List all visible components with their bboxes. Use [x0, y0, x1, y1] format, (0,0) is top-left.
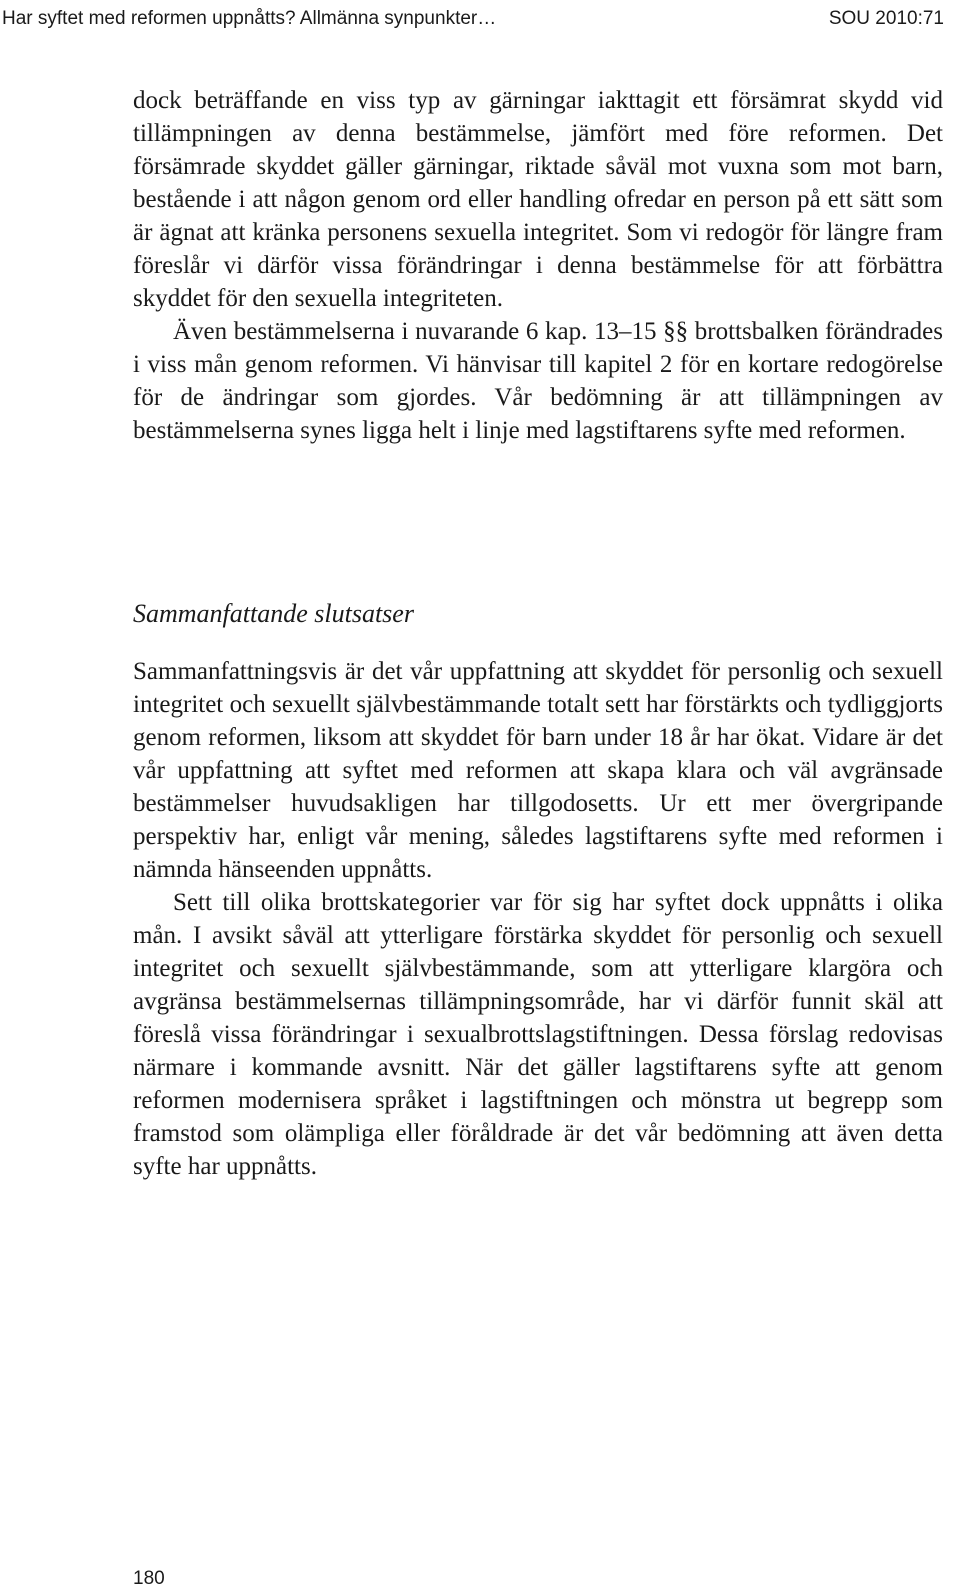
paragraph-1: dock beträffande en viss typ av gärningar iakttagit ett försämrat skydd vid tillämpningen av denna bestämmelse, jämfört med före reformen. Det försämrade skyddet gäller gärningar, riktade såväl mot vuxna som mot barn, bestående i att någon genom ord eller handling ofredar en person på ett sätt som är ägnat att kränka personens sexuella integritet. Som vi redogör för längre fram föreslår vi därför vissa förändringar i denna bestämmelse för att förbättra skyddet för den sexuella integriteten.: [133, 87, 943, 312]
header-report-id: SOU 2010:71: [828, 8, 944, 29]
section-paragraph-2: Sett till olika brottskategorier var för sig har syftet dock uppnåtts i olika mån. I avsikt såväl att ytterligare förstärka skyddet för personlig och sexuell integritet och sexuellt självbestämmande, som att ytterligare klargöra och avgränsa bestämmelsernas tillämpningsområde, har vi därför funnit skäl att föreslå vissa förändringar i sexualbrottslagstiftningen. Dessa förslag redovisas närmare i kommande avsnitt. När det gäller lagstiftarens syfte att genom reformen modernisera språket i lagstiftningen och mönstra ut begrepp som framstod som olämpliga eller föråldrade är det vår bedömning att även detta syfte har uppnåtts.: [133, 889, 943, 1180]
page-number: 180: [133, 1568, 165, 1589]
section-paragraph-1: Sammanfattningsvis är det vår uppfattning att skyddet för personlig och sexuell integritet och sexuellt självbestämmande totalt sett har förstärkts och tydliggjorts genom reformen, liksom att skyddet för barn under 18 år har ökat. Vidare är det vår uppfattning att syftet med reformen att skapa klara och väl avgränsade bestämmelser huvudsakligen har tillgodosetts. Ur ett mer övergripande perspektiv har, enligt vår mening, således lagstiftarens syfte med reformen i nämnda hänseenden uppnåtts.: [133, 658, 943, 883]
body-text: [133, 84, 943, 447]
header-chapter-title: Har syftet med reformen uppnåtts? Allmänna synpunkter…: [2, 8, 497, 29]
paragraph-2: Även bestämmelserna i nuvarande 6 kap. 13–15 §§ brottsbalken förändrades i viss mån genom reformen. Vi hänvisar till kapitel 2 för en kortare redogörelse för de ändringar som gjordes. Vår bedömning är att tillämpningen av bestämmelserna synes ligga helt i linje med lagstiftarens syfte med reformen.: [133, 318, 943, 444]
section-body: [133, 655, 943, 1183]
section-heading: Sammanfattande slutsatser: [133, 599, 414, 628]
running-header: [0, 0, 960, 38]
